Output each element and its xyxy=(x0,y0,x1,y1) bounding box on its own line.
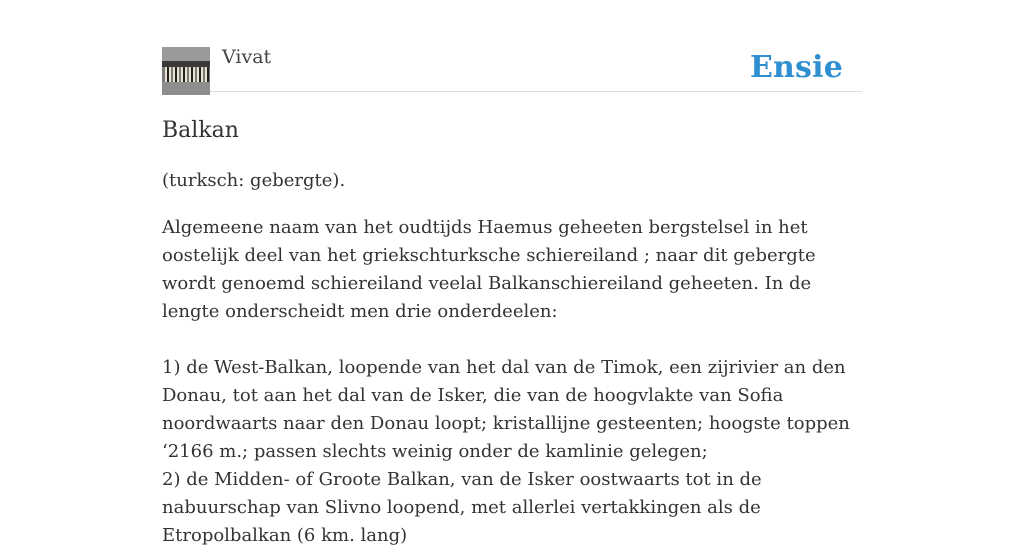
author-avatar[interactable] xyxy=(162,47,210,95)
author-name[interactable]: Vivat xyxy=(222,46,272,68)
bookshelf-avatar-icon xyxy=(162,47,210,95)
content-container xyxy=(162,0,862,550)
article-title: Balkan xyxy=(162,118,239,143)
article-body: Algemeene naam van het oudtijds Haemus geheeten bergstelsel in het oostelijk deel van het griekschturksche schiereiland ; naar dit gebergte wordt genoemd schiereiland veelal Balkanschiereiland geheeten. In de lengte onderscheidt men drie onderdeelen: 1) de West-Balkan, loopende van het dal van de Timok, een zijrivier an den Donau, tot aan het dal van de Isker, die van de hoogvlakte van Sofia noordwaarts naar den Donau loopt; kristallijne gesteenten; hoogste toppen ‘2166 m.; passen slechts weinig onder de kamlinie gelegen; 2) de Midden- of Groote Balkan, van de Isker oostwaarts tot in de nabuurschap van Slivno loopend, met allerlei vertakkingen als de Etropolbalkan (6 km. lang) xyxy=(162,217,850,546)
ensie-logo[interactable]: Ensie xyxy=(749,50,843,85)
article-subtitle: (turksch: gebergte). xyxy=(162,170,346,191)
header xyxy=(162,0,862,92)
